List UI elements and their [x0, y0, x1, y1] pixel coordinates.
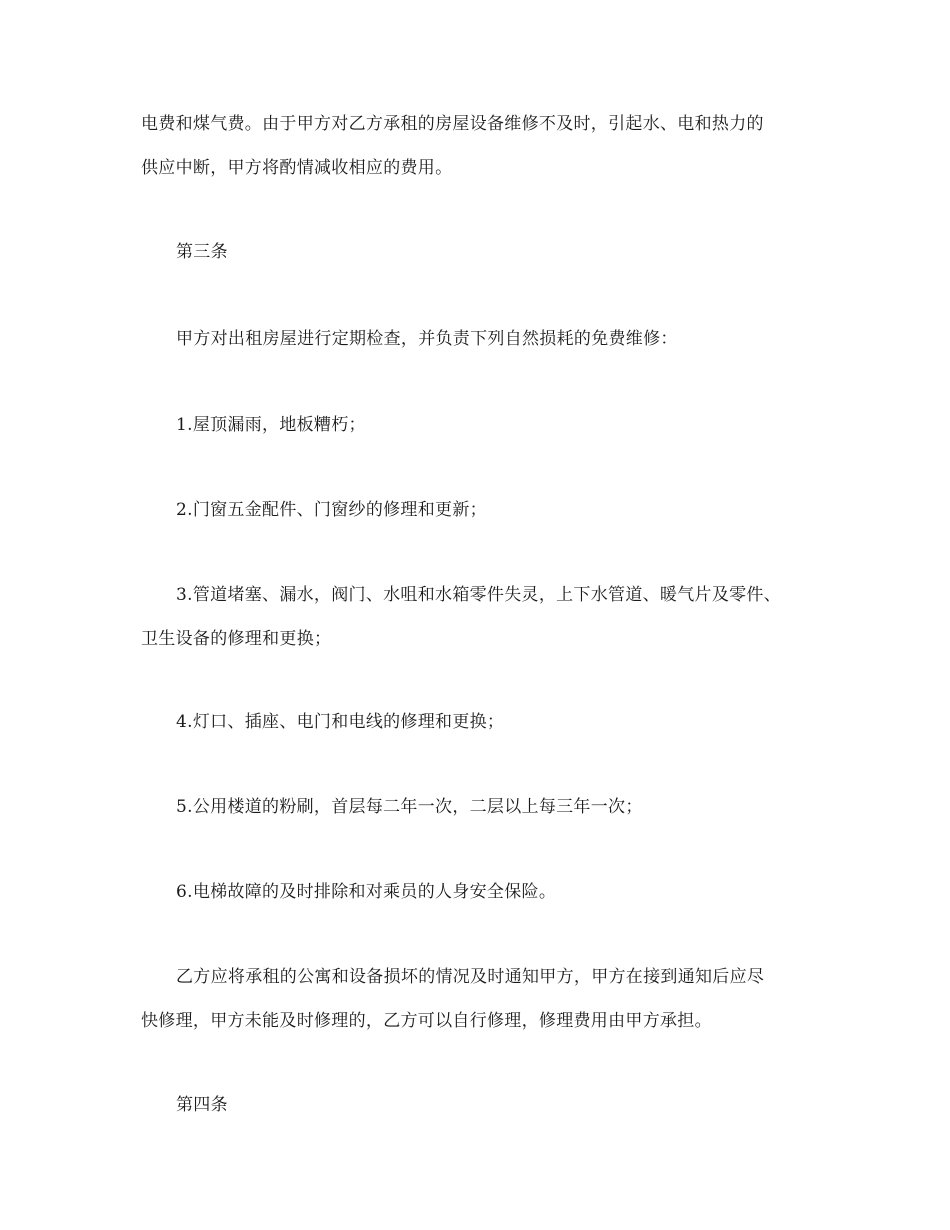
- list-item-electrical: 4.灯口、插座、电门和电线的修理和更换；: [176, 712, 505, 732]
- paragraph-inspection: 甲方对出租房屋进行定期检查，并负责下列自然损耗的免费维修：: [176, 329, 678, 349]
- article-three-heading: 第三条: [176, 242, 228, 262]
- paragraph-line: 3.管道堵塞、漏水，阀门、水咀和水箱零件失灵，上下水管道、暖气片及零件、: [176, 585, 782, 605]
- list-item-pipes: [141, 573, 821, 661]
- list-item-painting: 5.公用楼道的粉刷，首层每二年一次，二层以上每三年一次；: [176, 797, 643, 817]
- paragraph-line: 乙方应将承租的公寓和设备损坏的情况及时通知甲方，甲方在接到通知后应尽: [176, 967, 765, 987]
- list-item-roof: 1.屋顶漏雨，地板糟朽；: [176, 415, 366, 435]
- paragraph-line: 供应中断，甲方将酌情减收相应的费用。: [141, 158, 453, 178]
- article-four-heading: 第四条: [176, 1095, 228, 1115]
- paragraph-line: 快修理，甲方未能及时修理的，乙方可以自行修理，修理费用由甲方承担。: [141, 1011, 712, 1031]
- list-item-doors-windows: 2.门窗五金配件、门窗纱的修理和更新；: [176, 500, 487, 520]
- paragraph-repair-notice: [141, 955, 821, 1043]
- list-item-elevator: 6.电梯故障的及时排除和对乘员的人身安全保险。: [176, 882, 557, 902]
- paragraph-utilities: [141, 102, 821, 190]
- paragraph-line: 卫生设备的修理和更换；: [141, 629, 332, 649]
- paragraph-line: 电费和煤气费。由于甲方对乙方承租的房屋设备维修不及时，引起水、电和热力的: [141, 114, 764, 134]
